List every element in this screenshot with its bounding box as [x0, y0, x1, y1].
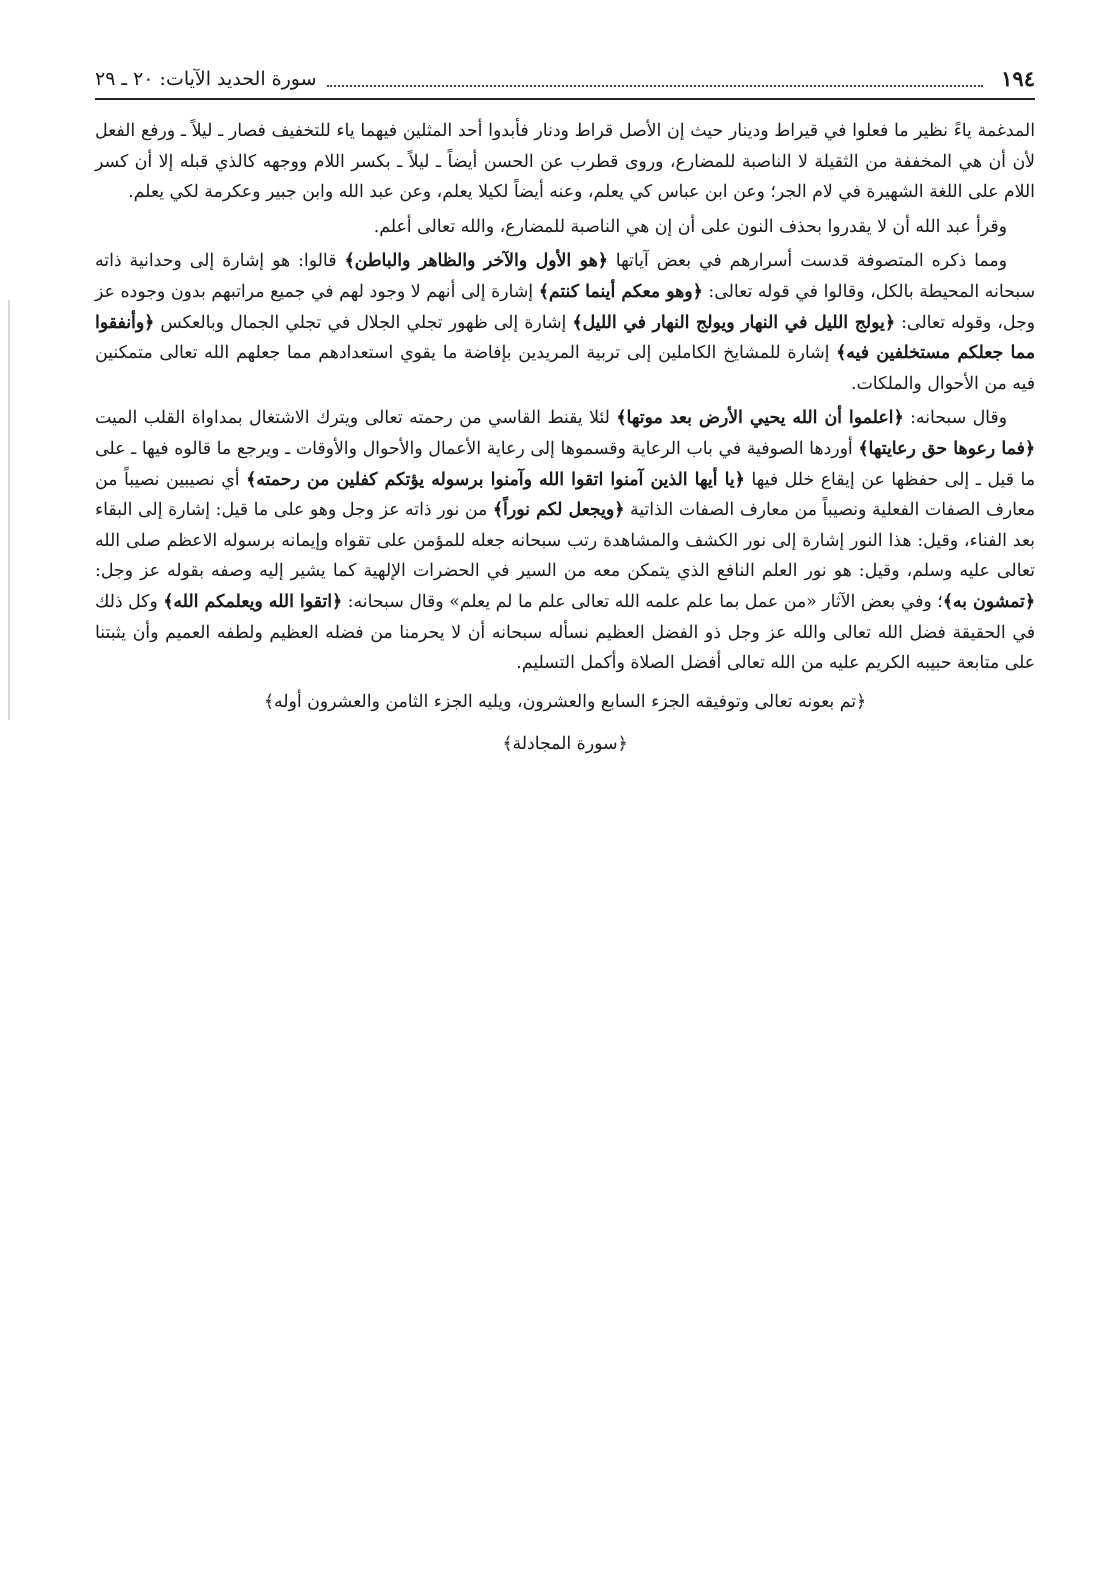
- colophon: ﴿تم بعونه تعالى وتوفيقه الجزء السابع والعشرون، ويليه الجزء الثامن والعشرون أوله﴾: [263, 691, 867, 712]
- quran-quote: ﴿هو الأول والآخر والظاهر والباطن﴾: [344, 251, 608, 272]
- paragraph: [95, 116, 1035, 208]
- text-segment: أوردها الصوفية في باب الرعاية وقسموها إلى رعاية الأعمال والأحوال والأوقات ـ ويرجع ما قالوه فيها ـ على ما قيل ـ إلى حفظها عن إيقاع خلل فيها: [95, 438, 1036, 490]
- text-segment: وقرأ عبد الله أن لا يقدروا بحذف النون على أن إن هي الناصبة للمضارع، والله تعالى أعلم.: [373, 216, 1007, 237]
- page-number: ١٩٤: [1001, 66, 1035, 91]
- text-segment: من نور ذاته عز وجل وهو على ما قيل: إشارة إلى البقاء بعد الفناء، وقيل: هذا النور إشارة إلى نور الكشف والمشاهدة رتب سبحانه جعله للمؤمن على تقواه وإيمانه برسوله الاعظم صلى الله تعالى عليه وسلم، وقيل: هو نور العلم النافع الذي يتمكن معه من السير في الحضرات الإلهية كما يشير إليه وصفه بقوله عز وجل:: [95, 500, 1035, 582]
- text-segment: ؛ وفي بعض الآثار «من عمل بما علم علمه الله تعالى علم ما لم يعلم» وقال سبحانه:: [342, 591, 943, 612]
- quran-quote: ﴿فما رعوها حق رعايتها﴾: [858, 438, 1035, 459]
- quran-quote: ﴿ويجعل لكم نوراً﴾: [492, 500, 625, 521]
- paragraph: [95, 403, 1035, 678]
- text-segment: إشارة للمشايخ الكاملين إلى تربية المريدين بإفاضة ما يقوي استعدادهم مما جعلهم الله تعالى متمكنين فيه من الأحوال والملكات.: [95, 343, 1035, 394]
- text-segment: قالوا: هو إشارة إلى وحدانية ذاته سبحانه المحيطة بالكل، وقالوا في قوله تعالى:: [95, 251, 1035, 302]
- header-title: سورة الحديد الآيات: ٢٠ ـ ٢٩: [95, 68, 317, 90]
- header-leader-dots: [327, 71, 984, 87]
- paragraph: [95, 212, 1035, 243]
- body-text: [95, 116, 1035, 679]
- paragraph: [95, 246, 1035, 399]
- book-page: [95, 62, 1035, 777]
- quran-quote: ﴿تمشون به﴾: [942, 591, 1035, 612]
- quran-quote: ﴿يا أيها الذين آمنوا اتقوا الله وآمنوا برسوله يؤتكم كفلين من رحمته﴾: [246, 469, 745, 490]
- text-segment: وكل ذلك في الحقيقة فضل الله تعالى والله عز وجل ذو الفضل العظيم نسأله سبحانه أن لا يحرمنا من فضله العظيم ولطفه العميم وأن يثبتنا على متابعة حبيبه الكريم عليه من الله تعالى أفضل الصلاة وأكمل التسليم.: [95, 591, 1035, 674]
- text-segment: المدغمة ياءً نظير ما فعلوا في قيراط ودينار حيث إن الأصل قراط ودنار فأبدوا أحد المثلين فيهما ياء للتخفيف فصار ـ ليلاً ـ ورفع الفعل لأن أن هي المخففة من الثقيلة لا الناصبة للمضارع، وروى قطرب عن الحسن أيضاً ـ ليلاً ـ بكسر اللام ووجهه كالذي قبله إلا أن كسر اللام على اللغة الشهيرة في لام الجر؛ وعن ابن عباس كي يعلم، وعنه أيضاً لكيلا يعلم، وعن عبد الله وابن جبير وعكرمة لكي يعلم.: [95, 121, 1035, 203]
- quran-quote: ﴿وهو معكم أينما كنتم﴾: [538, 281, 703, 302]
- quran-quote: ﴿وأنفقوا مما جعلكم مستخلفين فيه﴾: [95, 312, 1036, 364]
- text-segment: وقال سبحانه:: [903, 408, 1008, 429]
- quran-quote: ﴿اعلموا أن الله يحيي الأرض بعد موتها﴾: [616, 408, 904, 429]
- page-edge-mark: [8, 300, 10, 720]
- text-segment: أي نصيبين نصيباً من معارف الصفات الفعلية ونصيباً من معارف الصفات الذاتية: [95, 469, 1035, 521]
- text-segment: لئلا يقنط القاسي من رحمته تعالى ويترك الاشتغال بمداواة القلب الميت: [95, 408, 617, 429]
- quran-quote: ﴿اتقوا الله ويعلمكم الله﴾: [163, 591, 343, 612]
- text-segment: إشارة إلى ظهور تجلي الجلال في تجلي الجمال وبالعكس: [154, 312, 573, 333]
- next-surah-title: ﴿سورة المجادلة﴾: [502, 734, 628, 755]
- quran-quote: ﴿يولج الليل في النهار ويولج النهار في الليل﴾: [572, 312, 895, 333]
- text-segment: ومما ذكره المتصوفة قدست أسرارهم في بعض آياتها: [607, 251, 1007, 272]
- text-segment: إشارة إلى أنهم لا وجود لهم في جميع مراتبهم بدون وجوده عز وجل، وقوله تعالى:: [95, 281, 1035, 333]
- running-header: [95, 62, 1035, 100]
